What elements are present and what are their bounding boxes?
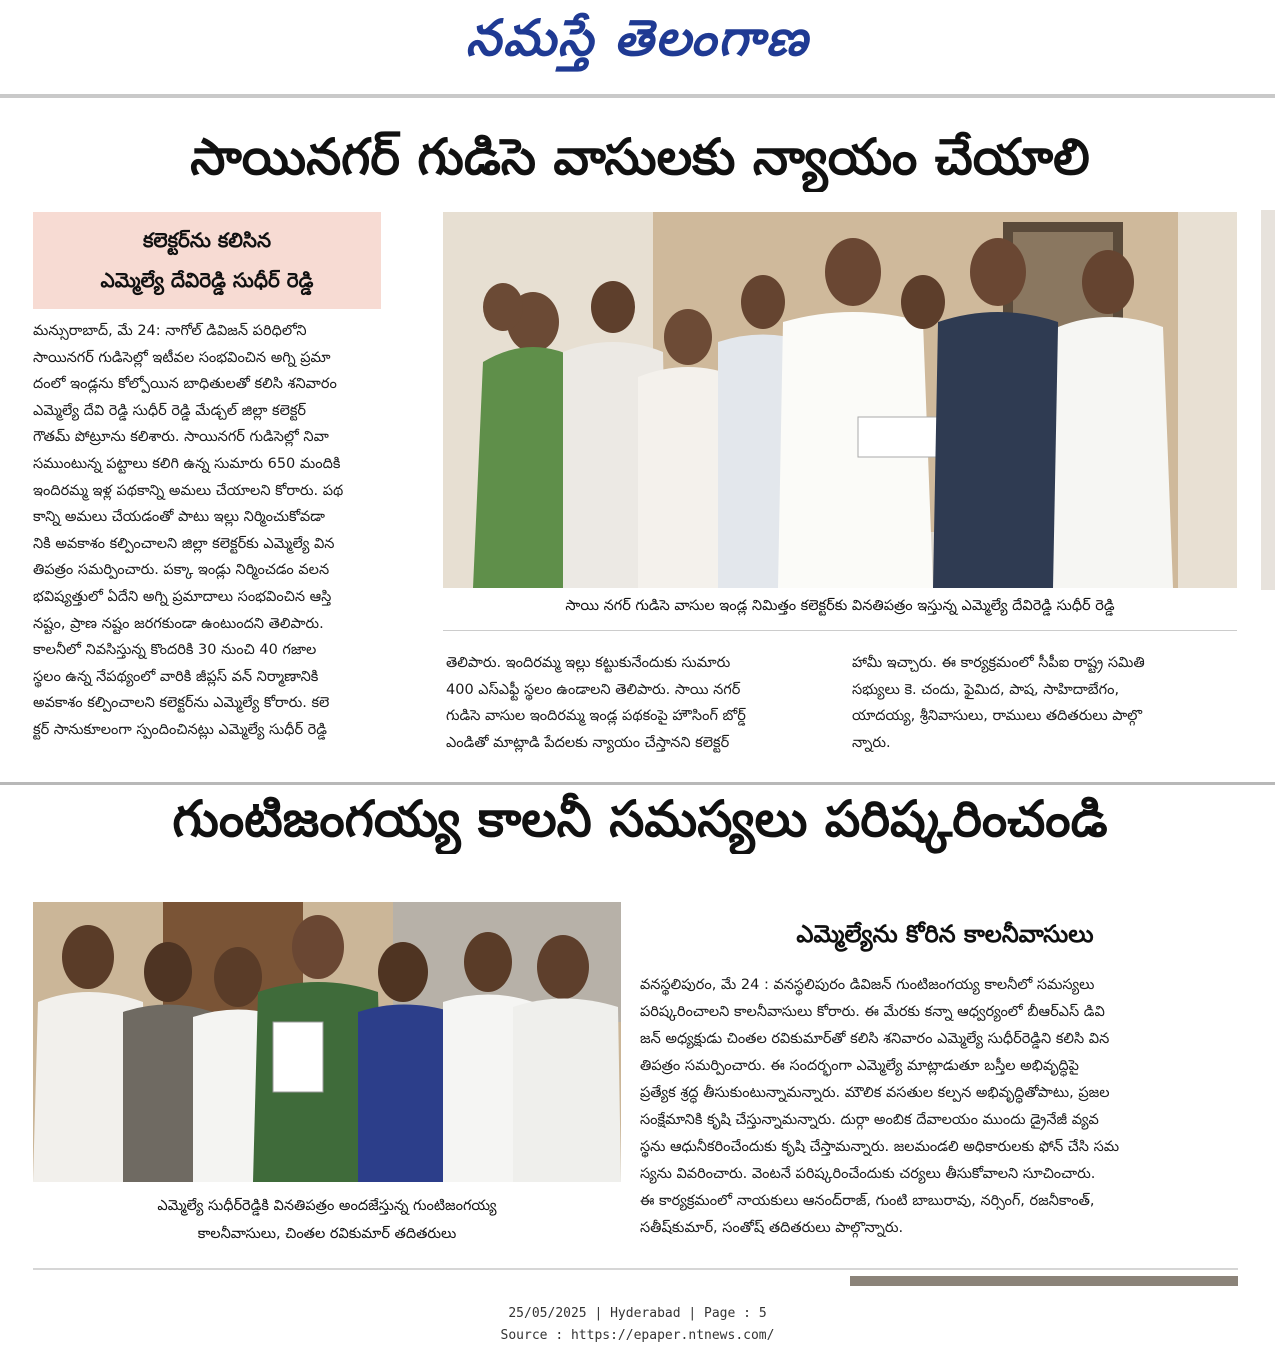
story2-body-line: జన్ అధ్యక్షుడు చింతల రవికుమార్‌తో కలిసి శనివారం ఎమ్మెల్యే సుధీర్‌రెడ్డిని కలిసి విన [640,1031,1110,1047]
story1-column2 [446,650,828,770]
story2-headline: గుంటిజంగయ్య కాలనీ సమస్యలు పరిష్కరించండి [172,790,1108,848]
story1-col3-line: హామీ ఇచ్చారు. ఈ కార్యక్రమంలో సీపీఐ రాష్ట్ర సమితి [852,655,1145,671]
story2-body-line: స్థను ఆధునీకరించేందుకు కృషి చేస్తామన్నారు. జలమండలి అధికారులకు ఫోన్ చేసి సమ [640,1139,1120,1155]
story1-col2-line: తెలిపారు. ఇందిరమ్మ ఇల్లు కట్టుకునేందుకు సుమారు [446,655,731,671]
bottom-rule [33,1268,1238,1270]
story2-body-line: స్యను వివరించారు. వెంటనే పరిష్కరించేందుకు చర్యలు తీసుకోవాలని సూచించారు. [640,1166,1096,1182]
story1-col1-line: సముంటున్న పట్టాలు కలిగి ఉన్న సుమారు 650 మందికి [33,455,341,472]
group-photo-colony-residents [33,902,621,1182]
story1-subhead-line1: కలెక్టర్‌ను కలిసిన [142,228,272,252]
next-story-photo-edge [850,1276,1238,1286]
group-photo-collector-meeting [443,212,1237,588]
story1-column1 [33,318,425,764]
story1-col1-line: మన్సురాబాద్, మే 24: నాగోల్ డివిజన్ పరిధిలోని [33,323,307,339]
story1-col1-line: గౌతమ్ పోట్రూను కలిశారు. సాయినగర్ గుడిసెల్లో నివా [33,429,329,446]
story1-col1-line: తిపత్రం సమర్పించారు. పక్కా ఇండ్లు నిర్మించడం వలన [33,562,330,579]
story1-col1-line: కాన్ని అమలు చేయడంతో పాటు ఇల్లు నిర్మించుకోవడా [33,509,325,526]
story2-body-line: ప్రత్యేక శ్రద్ధ తీసుకుంటున్నామన్నారు. మౌలిక వసతుల కల్పన అభివృద్ధితోపాటు, ప్రజల [640,1085,1110,1101]
story1-photo-caption: సాయి నగర్ గుడిసె వాసుల ఇండ్ల నిమిత్తం కలెక్టర్‌కు వినతిపత్రం ఇస్తున్న ఎమ్మెల్యే దేవిరెడ్డి సుధీర్ రెడ్డి [565,598,1115,614]
footer-dateline: 25/05/2025 | Hyderabad | Page : 5 [508,1306,767,1321]
masthead-logo: నమస్తే తెలంగాణ [465,8,810,67]
story1-col1-line: నికి అవకాశం కల్పించాలని జిల్లా కలెక్టర్‌కు ఎమ్మెల్యే విన [33,535,335,552]
story1-headline: సాయినగర్ గుడిసె వాసులకు న్యాయం చేయాలి [190,128,1090,186]
story2-body-line: సంక్షేమానికి కృషి చేస్తున్నామన్నారు. దుర్గా అంబిక దేవాలయం ముందు డ్రైనేజీ వ్యవ [640,1112,1099,1128]
story2-photo-caption-line2: కాలనీవాసులు, చింతల రవికుమార్ తదితరులు [197,1226,457,1242]
masthead-rule [0,94,1275,98]
story1-col1-line: భవిష్యత్తులో ఏదేని అగ్ని ప్రమాదాలు సంభవించిన ఆస్తి [33,588,332,605]
story1-col2-line: 400 ఎస్ఎఫ్టీ స్థలం ఉండాలని తెలిపారు. సాయి నగర్ [446,681,741,698]
story2-body-line: పరిష్కరించాలని కాలనీవాసులు కోరారు. ఈ మేరకు కన్నా ఆధ్వర్యంలో బీఆర్ఎస్ డివి [640,1004,1105,1020]
story1-col1-line: ఎమ్మెల్యే దేవి రెడ్డి సుధీర్ రెడ్డి మేడ్చల్ జిల్లా కలెక్టర్ [33,402,307,419]
story1-col1-line: కాలనీలో నివసిస్తున్న కొందరికి 30 నుంచి 40 గజాల [33,642,317,659]
story1-col1-line: అవకాశం కల్పించాలని కలెక్టర్‌ను ఎమ్మెల్యే కోరారు. కలె [33,695,330,712]
footer-source: Source : https://epaper.ntnews.com/ [500,1328,775,1343]
story2-body-line: వనస్థలిపురం, మే 24 : వనస్థలిపురం డివిజన్ గుంటిజంగయ్య కాలనీలో సమస్యలు [640,977,1095,993]
story2-body-line: తిపత్రం సమర్పించారు. ఈ సందర్భంగా ఎమ్మెల్యే మాట్లాడుతూ బస్తీల అభివృద్ధిపై [640,1058,1079,1074]
story2-body-line: సతీష్‌కుమార్, సంతోష్ తదితరులు పాల్గొన్నారు. [640,1220,904,1236]
story2-photo-caption-line1: ఎమ్మెల్యే సుధీర్‌రెడ్డికి వినతిపత్రం అందజేస్తున్న గుంటిజంగయ్య [157,1198,497,1214]
caption-divider [443,630,1237,631]
story1-subhead [33,212,381,309]
story1-col1-line: ఇందిరమ్మ ఇళ్ల పథకాన్ని అమలు చేయాలని కోరారు. పథ [33,482,344,499]
story1-photo [443,212,1237,588]
story2-subhead: ఎమ్మెల్యేను కోరిన కాలనీవాసులు [796,920,1094,948]
story1-col2-line: గుడిసె వాసుల ఇందిరమ్మ ఇండ్ల పథకంపై హౌసింగ్ బోర్డ్ [446,708,746,725]
story1-col2-line: ఎండితో మాట్లాడి పేదలకు న్యాయం చేస్తానని కలెక్టర్ [446,734,730,751]
story1-col3-line: యాదయ్య, శ్రీనివాసులు, రాములు తదితరులు పాల్గొ [852,708,1143,725]
story1-col1-line: దంలో ఇండ్లను కోల్పోయిన బాధితులతో కలిసి శనివారం [33,376,337,393]
story1-col3-line: న్నారు. [852,734,891,751]
story2-body-line: ఈ కార్యక్రమంలో నాయకులు ఆనంద్‌రాజ్, గుంటి బాబురావు, నర్సింగ్, రజనీకాంత్, [640,1193,1095,1209]
story1-col1-line: సాయినగర్ గుడిసెల్లో ఇటీవల సంభవించిన అగ్ని ప్రమా [33,349,331,366]
story1-subhead-line2: ఎమ్మెల్యే దేవిరెడ్డి సుధీర్ రెడ్డి [100,268,314,292]
story1-col1-line: క్టర్ సానుకూలంగా స్పందించినట్లు ఎమ్మెల్యే సుధీర్ రెడ్డి [33,721,328,738]
story2-photo [33,902,621,1182]
adjacent-page-edge [1261,210,1275,590]
story2-body [640,972,1238,1272]
story1-col1-line: స్థలం ఉన్న నేపథ్యంలో వారికి జీప్లస్ వన్ నిర్మాణానికి [33,668,319,685]
story1-col3-line: సభ్యులు కె. చందు, ఫైమిద, పాష, సాహిదాబేగం, [852,681,1120,698]
story1-col1-line: నష్టం, ప్రాణ నష్టం జరగకుండా ఉంటుందని తెలిపారు. [33,615,324,632]
story1-column3 [852,650,1237,770]
